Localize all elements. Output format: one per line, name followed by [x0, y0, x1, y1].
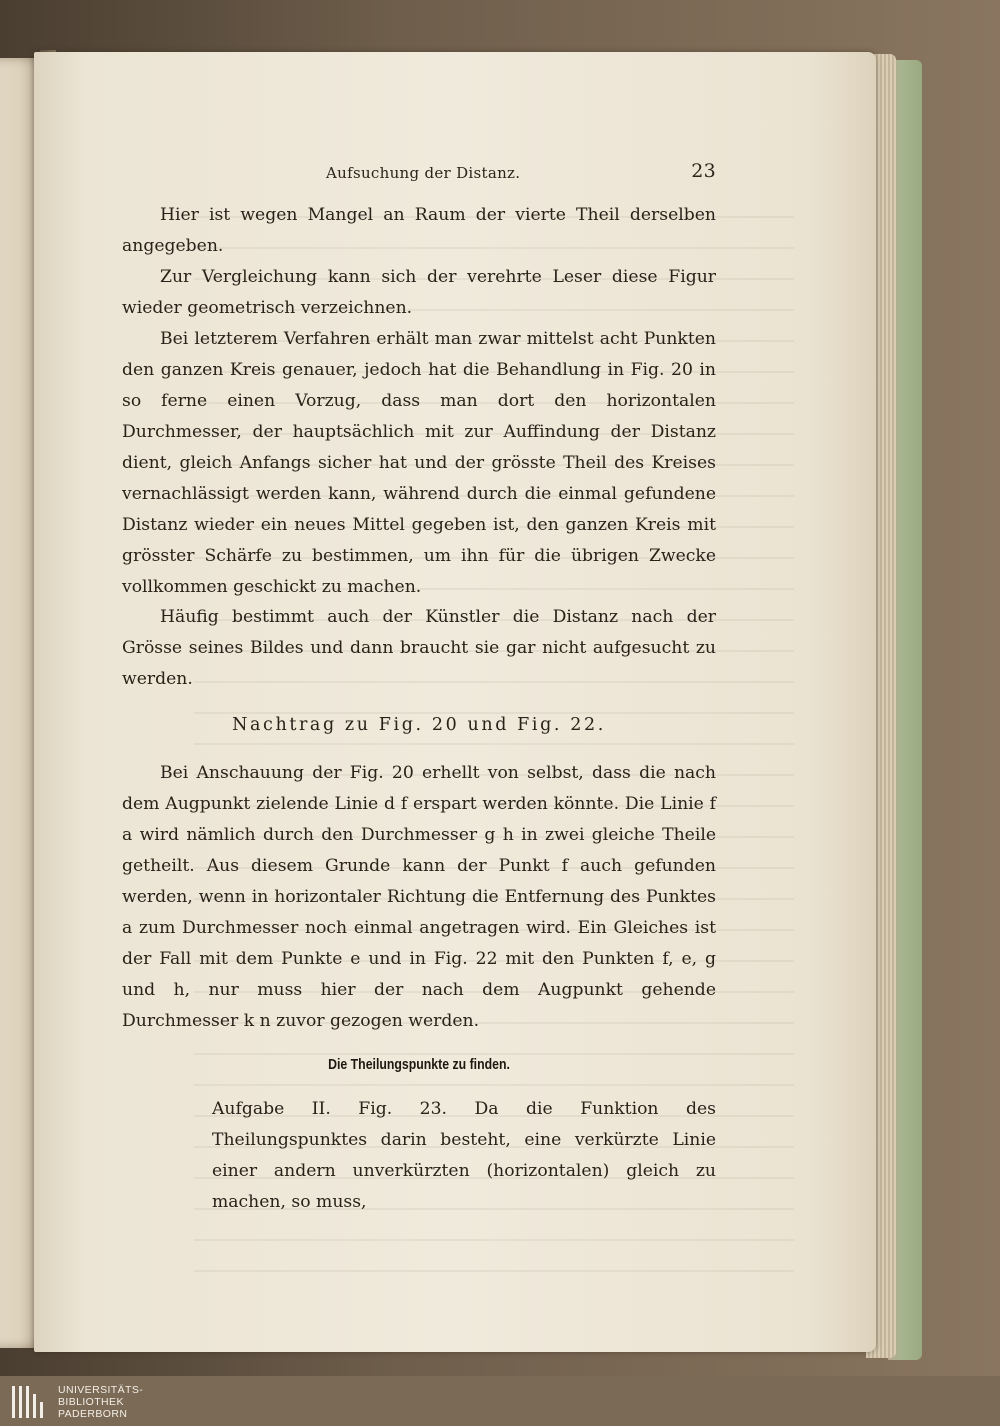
logo-line-2: BIBLIOTHEK	[58, 1396, 124, 1408]
library-logo[interactable]	[10, 1384, 170, 1420]
section-title: Nachtrag zu Fig. 20 und Fig. 22.	[232, 715, 606, 735]
subheading: Die Theilungspunkte zu finden.	[328, 1056, 510, 1073]
footer-bar	[0, 1376, 1000, 1426]
paragraph-5: Bei Anschauung der Fig. 20 erhellt von selbst, dass die nach dem Augpunkt zielende Linie d f erspart werden könnte. Die Linie f a wird nämlich durch den Durchmesser g h in zwei gleiche Theile getheilt. Aus diesem Grunde kann der Punkt f auch gefunden werden, wenn in horizontaler Richtung die Entfernung des Punktes a zum Durchmesser noch einmal angetragen wird. Ein Gleiches ist der Fall mit dem Punkte e und in Fig. 22 mit den Punkten f, e, g und h, nur muss hier der nach dem Augpunkt gehende Durchmesser k n zuvor gezogen werden.	[122, 763, 716, 1031]
logo-line-3: PADERBORN	[58, 1408, 128, 1420]
page-number: 23	[691, 160, 716, 182]
running-title: Aufsuchung der Distanz.	[326, 164, 521, 182]
page-header	[326, 160, 716, 190]
paragraph-1: Hier ist wegen Mangel an Raum der vierte Theil derselben angegeben.	[122, 205, 716, 256]
paragraph-3: Bei letzterem Verfahren erhält man zwar mittelst acht Punkten den ganzen Kreis genauer, jedoch hat die Behandlung in Fig. 20 in so ferne einen Vorzug, dass man dort den horizontalen Durchmesser, der hauptsächlich mit zur Auffindung der Distanz dient, gleich Anfangs sicher hat und der grösste Theil des Kreises vernachlässigt werden kann, während durch die einmal gefundene Distanz wieder ein neues Mittel gegeben ist, den ganzen Kreis mit grösster Schärfe zu bestimmen, um ihn für die übrigen Zwecke vollkommen geschickt zu machen.	[122, 329, 716, 597]
logo-line-1: UNIVERSITÄTS-	[58, 1384, 144, 1396]
paragraph-2: Zur Vergleichung kann sich der verehrte Leser diese Figur wieder geometrisch verzeichnen.	[122, 267, 716, 318]
library-logo-text	[58, 1384, 143, 1420]
paragraph-4: Häufig bestimmt auch der Künstler die Distanz nach der Grösse seines Bildes und dann braucht sie gar nicht aufgesucht zu werden.	[122, 607, 716, 689]
paragraph-6: Aufgabe II. Fig. 23. Da die Funktion des Theilungspunktes darin besteht, eine verkürzte Linie einer andern unverkürzten (horizontalen) gleich zu machen, so muss,	[212, 1099, 716, 1212]
library-logo-icon	[10, 1384, 50, 1420]
